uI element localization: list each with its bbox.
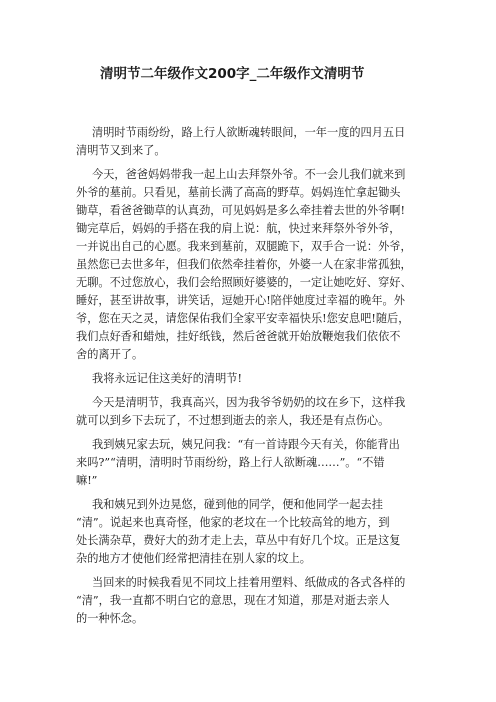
paragraph-4 [76,394,428,430]
text-line: 睡好，甚至讲故事，讲笑话，逗她开心!陪伴她度过幸福的晚年。外 [76,294,405,307]
text-line: 外爷的墓前。只看见，墓前长满了高高的野草。妈妈连忙拿起锄头 [76,186,401,199]
text-line: 锄完草后，妈妈的手搭在我的肩上说：航，快过来拜祭外爷外爷， [76,222,401,235]
text-line: 清明时节雨纷纷，路上行人欲断魂转眼间，一年一度的四月五日 [92,126,406,139]
text-line: 虽然您已去世多年，但我们依然牵挂着你，外婆一人在家非常孤独， [76,258,412,271]
text-line: 我们点好香和蜡烛，挂好纸钱，然后爸爸就开始放鞭炮我们依依不 [76,330,401,343]
text-line: 今天，爸爸妈妈带我一起上山去拜祭外爷。不一会儿我们就来到 [92,168,406,181]
paragraph-1 [76,124,428,160]
text-line: 爷，您在天之灵，请您保佑我们全家平安幸福快乐!您安息吧!随后， [76,312,410,325]
text-line: 今天是清明节，我真高兴，因为我爷爷奶奶的坟在乡下，这样我 [92,396,406,409]
text-line: 就可以到乡下去玩了，不过想到逝去的亲人，我还是有点伤心。 [76,414,390,427]
text-line: 锄草，看爸爸锄草的认真劲，可见妈妈是多么牵挂着去世的外爷啊! [76,204,405,217]
text-line: 嘛!” [76,474,98,487]
text-line: 清明节又到来了。 [76,144,166,157]
text-line: 杂的地方才使他们经常把清挂在别人家的坟上。 [76,552,311,565]
paragraph-7 [76,574,428,628]
text-line: 无聊。不过您放心，我们会给照顾好婆婆的，一定让她吃好、穿好、 [76,276,412,289]
text-line: 我将永远记住这美好的清明节! [92,372,242,385]
text-line: 舍的离开了。 [76,348,144,361]
text-line: 一并说出自己的心愿。我来到墓前，双腿跪下，双手合一说：外爷， [76,240,412,253]
paragraph-6 [76,496,428,568]
text-line: 的一种怀念。 [76,612,144,625]
text-line: 我和姨兄到外边晃悠，碰到他的同学，便和他同学一起去挂 [92,498,383,511]
text-line: 我到姨兄家去玩，姨兄问我：“有一首诗跟今天有关，你能背出 [92,438,400,451]
text-line: “清”。说起来也真奇怪，他家的老坟在一个比较高耸的地方，到 [76,516,390,529]
paragraph-2 [76,166,428,364]
document-body [76,124,428,634]
text-line: 来吗?”“清明，清明时节雨纷纷，路上行人欲断魂……”。“不错 [76,456,385,469]
text-line: 当回来的时候我看见不同坟上挂着用塑料、纸做成的各式各样的 [92,576,406,589]
text-line: “清”，我一直都不明白它的意思，现在才知道，那是对逝去亲人 [76,594,390,607]
document-title: 清明节二年级作文200字_二年级作文清明节 [100,66,365,82]
paragraph-5 [76,436,428,490]
paragraph-3 [76,370,428,388]
text-line: 处长满杂草，费好大的劲才走上去，草丛中有好几个坟。正是这复 [76,534,401,547]
